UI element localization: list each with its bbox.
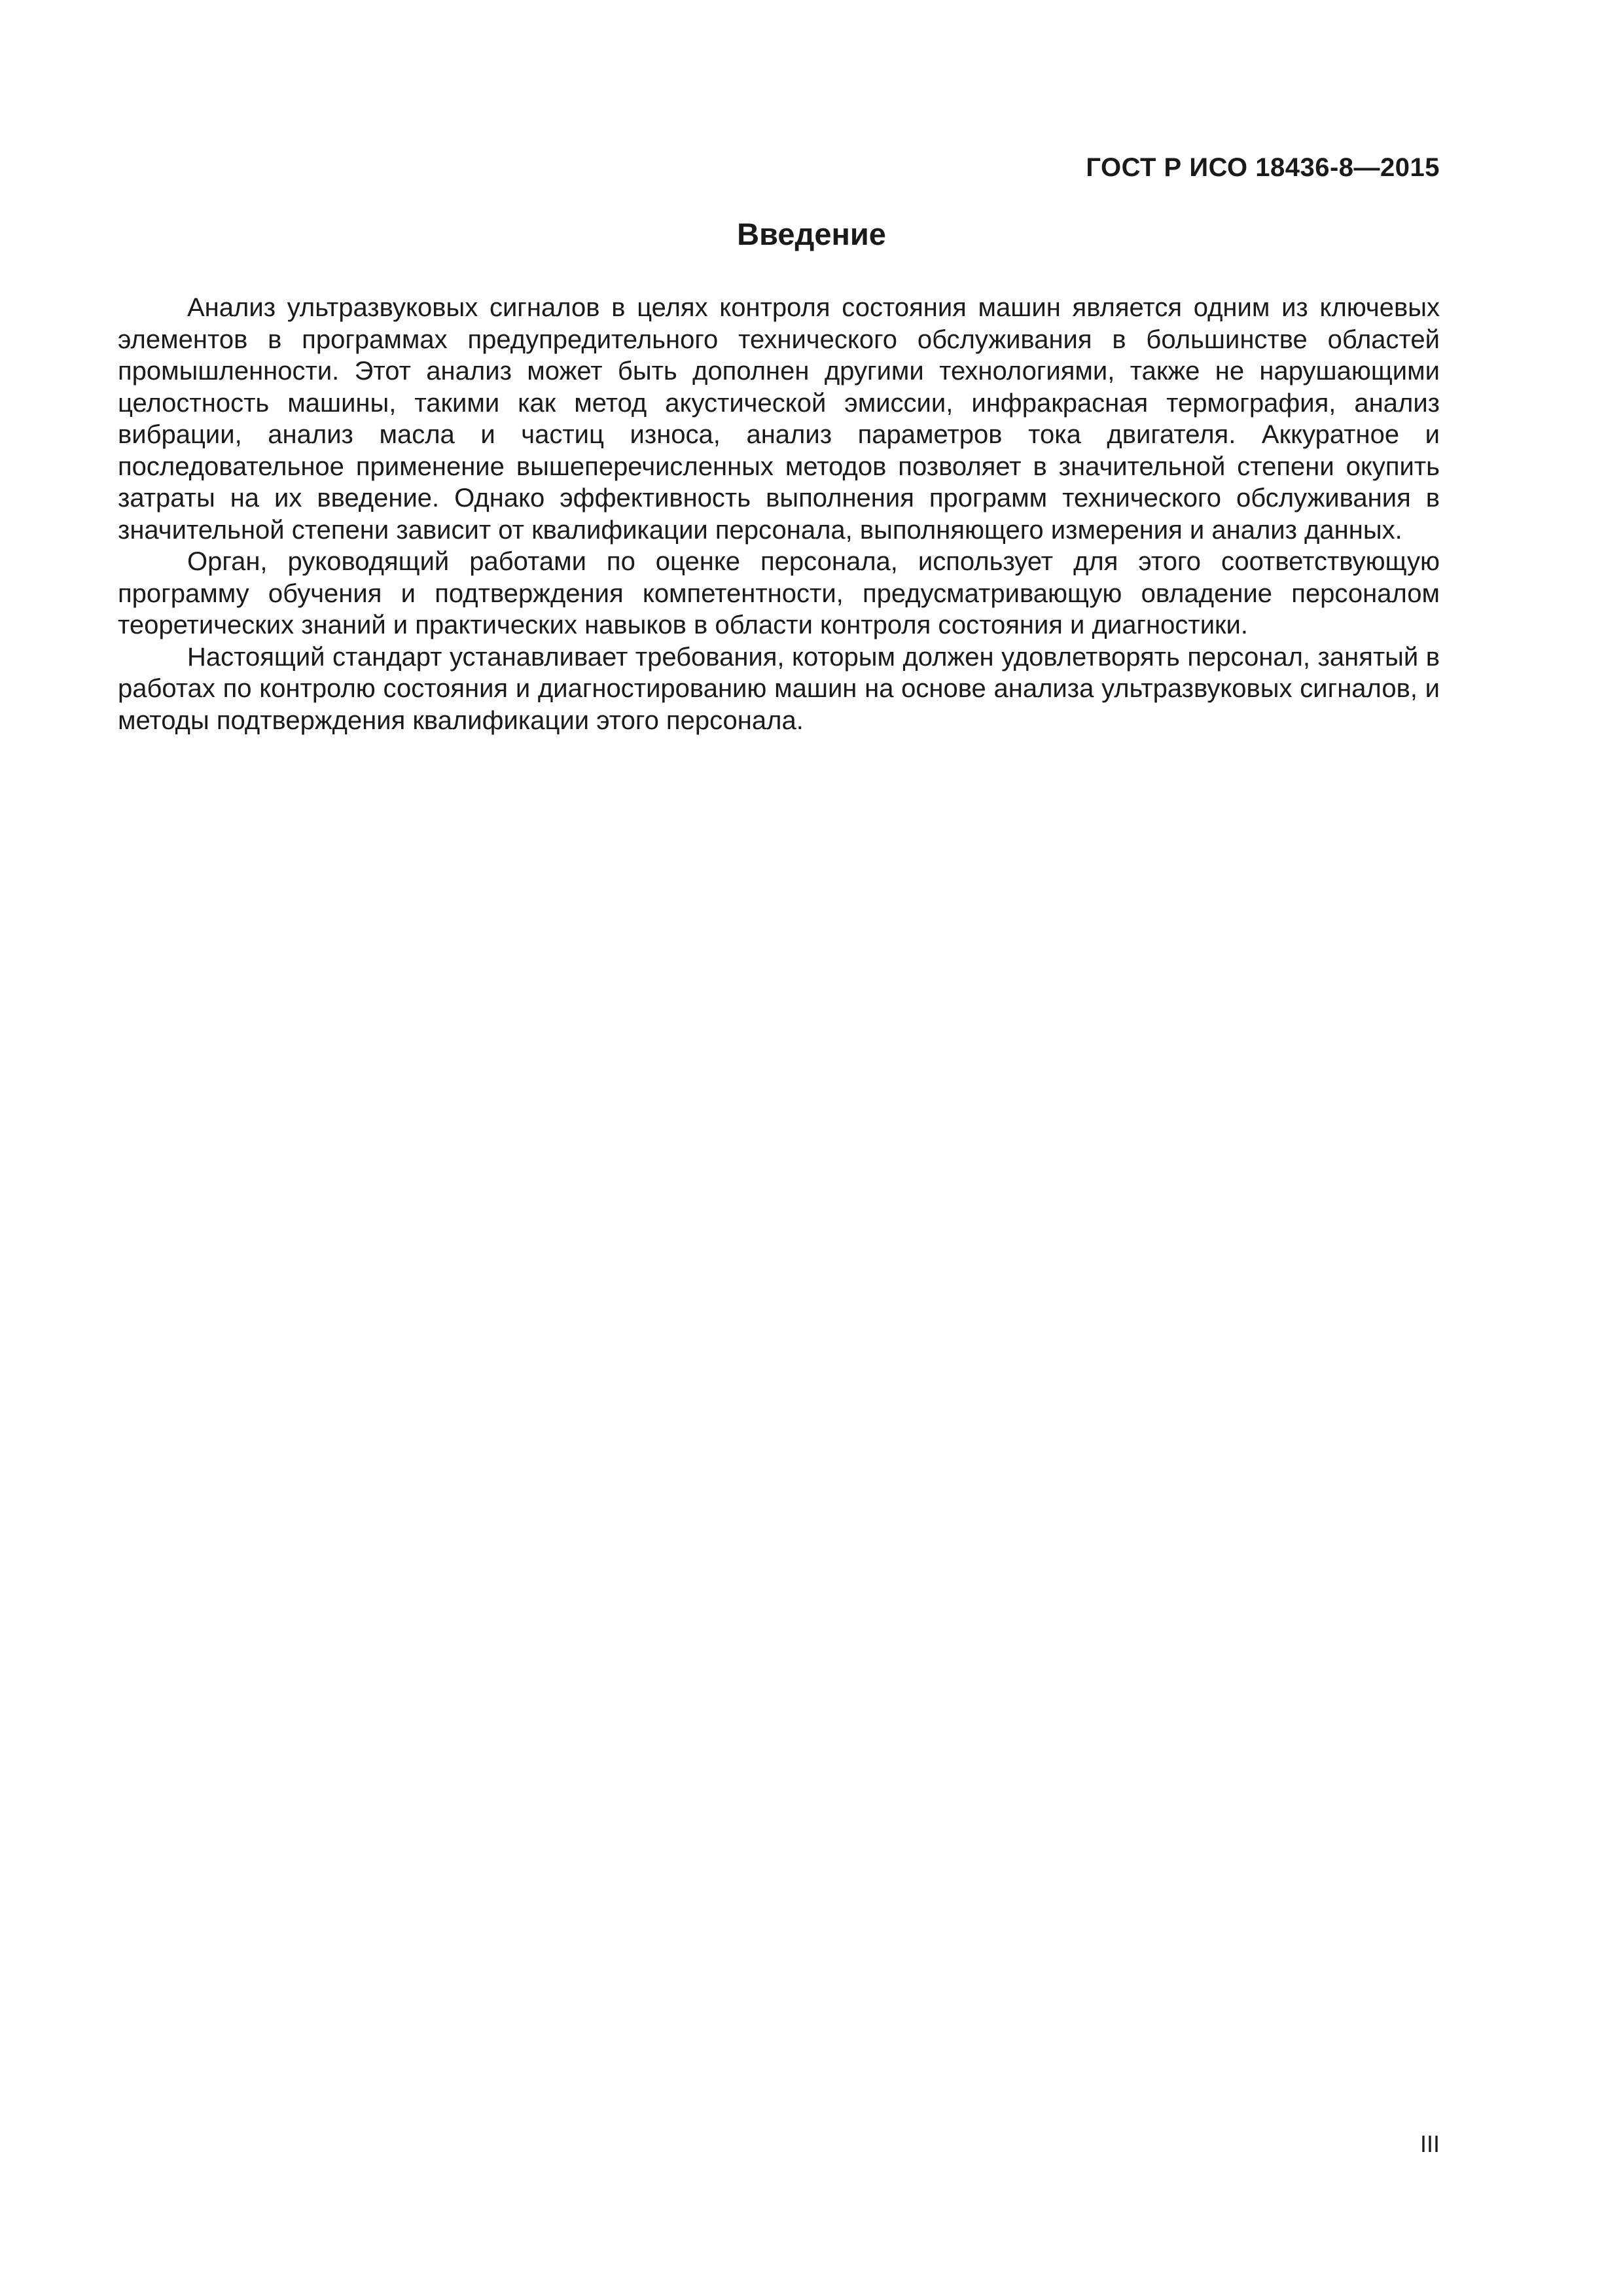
- page-number: III: [1419, 2130, 1440, 2157]
- section-title: Введение: [737, 217, 886, 251]
- paragraph: Анализ ультразвуковых сигналов в целях контроля состояния машин является одним из ключевых элементов в программах предупредительного технического обслуживания в большинстве областей промышленности. Этот анализ может быть дополнен другими технологиями, также не нарушающими целостность машины, такими как метод акустической эмиссии, инфракрасная термография, анализ вибрации, анализ масла и частиц износа, анализ параметров тока двигателя. Аккуратное и последовательное применение вышеперечисленных методов позволяет в значительной степени окупить затраты на их введение. Однако эффективность выполнения программ технического обслуживания в значительной степени зависит от квалификации персонала, выполняющего измерения и анализ данных.: [118, 293, 1440, 545]
- section-body: [118, 292, 1440, 736]
- paragraph: Настоящий стандарт устанавливает требования, которым должен удовлетворять персонал, занятый в работах по контролю состояния и диагностированию машин на основе анализа ультразвуковых сигналов, и методы подтверждения квалификации этого персонала.: [118, 642, 1440, 735]
- paragraph: Орган, руководящий работами по оценке персонала, использует для этого соответствующую программу обучения и подтверждения компетентности, предусматривающую овладение персоналом теоретических знаний и практических навыков в области контроля состояния и диагностики.: [118, 547, 1440, 639]
- document-code-header: ГОСТ Р ИСО 18436-8—2015: [1086, 153, 1440, 182]
